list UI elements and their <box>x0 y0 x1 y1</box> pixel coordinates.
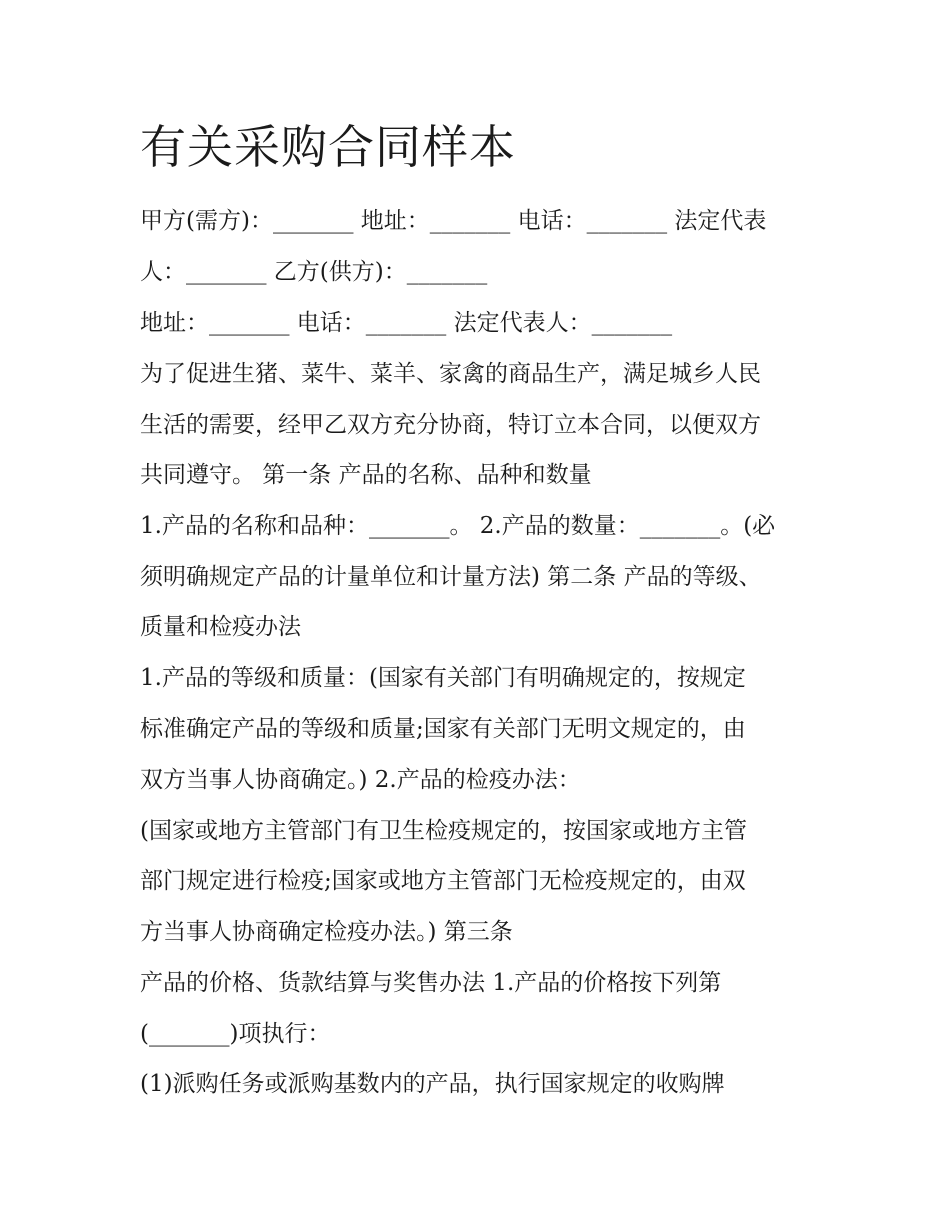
paragraph-line: 双方当事人协商确定。) 2.产品的检疫办法： <box>140 767 581 793</box>
paragraph-line: 1.产品的名称和品种：_______。 2.产品的数量：_______。(必 <box>140 513 776 539</box>
paragraph-line: (_______)项执行： <box>140 1021 331 1047</box>
paragraph-line: 质量和检疫办法 <box>140 614 301 640</box>
paragraph-line: 方当事人协商确定检疫办法。) 第三条 <box>140 919 513 945</box>
paragraph-line: 为了促进生猪、菜牛、菜羊、家禽的商品生产，满足城乡人民 <box>140 361 761 387</box>
paragraph-line: 标准确定产品的等级和质量;国家有关部门无明文规定的，由 <box>140 716 746 742</box>
paragraph-line: 人：_______ 乙方(供方)：_______ <box>140 259 488 285</box>
paragraph-line: 地址：_______ 电话：_______ 法定代表人：_______ <box>140 310 673 336</box>
paragraph-line: 生活的需要，经甲乙双方充分协商，特订立本合同，以便双方 <box>140 412 761 438</box>
paragraph-line: 须明确规定产品的计量单位和计量方法) 第二条 产品的等级、 <box>140 564 762 590</box>
document-title: 有关采购合同样本 <box>140 120 516 174</box>
paragraph-line: 共同遵守。 第一条 产品的名称、品种和数量 <box>140 462 592 488</box>
paragraph-line: (国家或地方主管部门有卫生检疫规定的，按国家或地方主管 <box>140 818 747 844</box>
paragraph-line: 产品的价格、货款结算与奖售办法 1.产品的价格按下列第 <box>140 970 722 996</box>
paragraph-line: (1)派购任务或派购基数内的产品，执行国家规定的收购牌 <box>140 1071 725 1097</box>
paragraph-line: 部门规定进行检疫;国家或地方主管部门无检疫规定的，由双 <box>140 868 746 894</box>
paragraph-line: 1.产品的等级和质量：(国家有关部门有明确规定的，按规定 <box>140 665 746 691</box>
paragraph-line: 甲方(需方)：_______ 地址：_______ 电话：_______ 法定代表 <box>140 208 767 234</box>
